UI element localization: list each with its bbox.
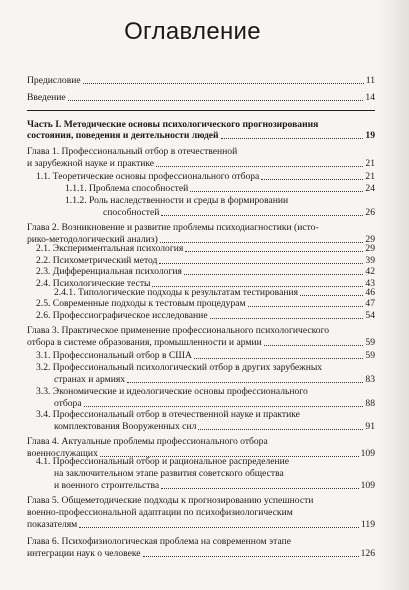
- dot-leader: [194, 358, 364, 359]
- toc-entry-line: [0, 287, 409, 298]
- toc-entry-line: [0, 456, 409, 467]
- toc-page-number: 47: [365, 298, 375, 309]
- dot-leader: [68, 100, 364, 101]
- toc-entry-title: военно-профессиональной адаптации по психофизиологическим: [27, 507, 293, 518]
- toc-entry-line: [0, 298, 409, 309]
- toc-page-number: 46: [365, 287, 375, 298]
- toc-entry-title: Глава 5. Общеметодические подходы к прогнозированию успешности: [27, 495, 314, 506]
- dot-leader: [198, 429, 363, 430]
- dot-leader: [127, 382, 363, 383]
- dot-leader: [83, 83, 364, 84]
- toc-entry-line: [0, 398, 409, 409]
- toc-page-number: 24: [365, 183, 375, 194]
- toc-entry-title: Введение: [27, 92, 66, 103]
- toc-page-number: 43: [365, 278, 375, 289]
- toc-entry-line: [0, 507, 409, 518]
- toc-entry-title: 2.2. Психометрический метод: [36, 255, 158, 266]
- toc-page-number: 119: [360, 519, 375, 530]
- toc-entry-title: и военного строительства: [54, 480, 160, 491]
- toc-entry-title: Глава 3. Практическое применение профессионального психологического: [27, 325, 330, 336]
- dot-leader: [185, 251, 363, 252]
- dot-leader: [300, 295, 363, 296]
- toc-entry-title: 3.1. Профессиональный отбор в США: [36, 350, 192, 361]
- dot-leader: [184, 274, 363, 275]
- toc-entry-line: [0, 468, 409, 479]
- toc-page-number: 59: [365, 337, 375, 348]
- toc-entry-title: Глава 6. Психофизиологическая проблема на современном этапе: [27, 536, 291, 547]
- toc-entry-title: способностей: [103, 207, 160, 218]
- toc-entry-title: Часть I. Методические основы психологического прогнозирования: [27, 119, 319, 130]
- toc-page-number: 26: [365, 207, 375, 218]
- toc-page-number: 39: [365, 255, 375, 266]
- toc-entry-title: 1.1.1. Проблема способностей: [65, 183, 189, 194]
- toc-page-number: 59: [365, 350, 375, 361]
- toc-page-number: 21: [365, 158, 375, 169]
- toc-entry-line: [0, 421, 409, 432]
- dot-leader: [143, 556, 359, 557]
- toc-page-number: 14: [365, 92, 375, 103]
- toc-page-number: 19: [365, 130, 375, 141]
- toc-entry-line: [0, 386, 409, 397]
- dot-leader: [221, 138, 364, 139]
- toc-entry-title: 3.4. Профессиональный отбор в отечественной науке и практике: [36, 409, 300, 420]
- toc-entry-title: и зарубежной науке и практике: [27, 158, 155, 169]
- toc-entry-title: 2.1. Экспериментальная психология: [36, 243, 184, 254]
- toc-entry-title: 2.4.1. Типологические подходы к результатам тестирования: [54, 287, 299, 298]
- toc-entry-title: интеграции наук о человеке: [27, 548, 141, 559]
- toc-entry-title: комплектования Вооруженных сил: [54, 421, 197, 432]
- toc-entry-title: 4.1. Профессиональный отбор и рациональное распределение: [36, 456, 290, 467]
- dot-leader: [79, 527, 359, 528]
- dot-leader: [210, 318, 364, 319]
- toc-entry-line: [0, 255, 409, 266]
- toc-entry-line: [0, 495, 409, 506]
- toc-entry-title: на заключительном этапе развития советского общества: [54, 468, 284, 479]
- toc-entry-line: [0, 243, 409, 254]
- toc-page-number: 21: [365, 171, 375, 182]
- toc-entry-title: 2.5. Современные подходы к тестовым процедурам: [36, 298, 246, 309]
- toc-entry-title: Глава 4. Актуальные проблемы профессионального отбора: [27, 436, 268, 447]
- toc-entry-title: состояния, поведения и деятельности людей: [27, 130, 219, 141]
- toc-entry-line: [0, 75, 409, 86]
- toc-entry-title: 1.1. Теоретические основы профессионального отбора: [36, 171, 260, 182]
- toc-page-number: 109: [360, 480, 375, 491]
- toc-entry-line: [0, 171, 409, 182]
- dot-leader: [159, 263, 363, 264]
- dot-leader: [264, 345, 364, 346]
- toc-entry-line: [0, 92, 409, 103]
- toc-entry-line: [0, 374, 409, 385]
- dot-leader: [161, 488, 358, 489]
- toc-entry-title: 3.3. Экономические и идеологические основы профессионального: [36, 386, 308, 397]
- toc-entry-line: [0, 195, 409, 206]
- toc-entry-line: [0, 350, 409, 361]
- toc-entry-line: [0, 409, 409, 420]
- dot-leader: [190, 191, 363, 192]
- toc-entry-line: [0, 480, 409, 491]
- toc-entry-line: [0, 183, 409, 194]
- toc-entry-line: [0, 310, 409, 321]
- toc-entry-title: странах и армиях: [54, 374, 126, 385]
- toc-entry-title: Глава 1. Профессиональный отбор в отечественной: [27, 146, 238, 157]
- toc-entry-line: [0, 266, 409, 277]
- toc-entry-title: военнослужащих: [27, 448, 98, 459]
- toc-page-number: 11: [365, 75, 375, 86]
- toc-entry-line: [0, 146, 409, 157]
- toc-entry-line: [0, 536, 409, 547]
- toc-entry-line: [0, 119, 409, 130]
- toc-entry-line: [0, 222, 409, 233]
- toc-entry-line: [0, 158, 409, 169]
- section-divider: [27, 110, 375, 111]
- toc-page-number: 42: [365, 266, 375, 277]
- toc-page-number: 29: [365, 234, 375, 245]
- toc-page-number: 54: [365, 310, 375, 321]
- toc-page-number: 109: [360, 448, 375, 459]
- dot-leader: [156, 166, 363, 167]
- toc-page-number: 91: [365, 421, 375, 432]
- toc-entry-title: отбора: [54, 398, 82, 409]
- toc-entry-line: [0, 362, 409, 373]
- toc-entry-title: 2.6. Профессиографическое исследование: [36, 310, 208, 321]
- toc-entry-line: [0, 325, 409, 336]
- toc-page-number: 126: [360, 548, 375, 559]
- toc-page-number: 88: [365, 398, 375, 409]
- toc-entry-title: Предисловие: [27, 75, 81, 86]
- dot-leader: [248, 306, 364, 307]
- toc-entry-line: [0, 130, 409, 141]
- toc-entry-title: 1.1.2. Роль наследственности и среды в формировании: [65, 195, 289, 206]
- toc-entry-title: показателям: [27, 519, 78, 530]
- toc-entry-line: [0, 207, 409, 218]
- toc-entry-title: рико-методологический анализ): [27, 234, 158, 245]
- toc-entry-title: 2.3. Дифференциальная психология: [36, 266, 182, 277]
- toc-entry-title: 3.2. Профессиональный психологический отбор в других зарубежных: [36, 362, 323, 373]
- page-title: Оглавление: [124, 18, 261, 45]
- toc-entry-line: [0, 436, 409, 447]
- toc-page-number: 29: [365, 243, 375, 254]
- toc-entry-line: [0, 337, 409, 348]
- dot-leader: [84, 406, 364, 407]
- dot-leader: [261, 179, 363, 180]
- toc-entry-line: [0, 519, 409, 530]
- toc-entry-title: Глава 2. Возникновение и развитие проблемы психодиагностики (исто-: [27, 222, 319, 233]
- toc-entry-line: [0, 548, 409, 559]
- toc-entry-title: отбора в системе образования, промышленности и армии: [27, 337, 262, 348]
- toc-page-number: 83: [365, 374, 375, 385]
- toc-entry-title: 2.4. Психологические тесты: [36, 278, 151, 289]
- dot-leader: [161, 215, 363, 216]
